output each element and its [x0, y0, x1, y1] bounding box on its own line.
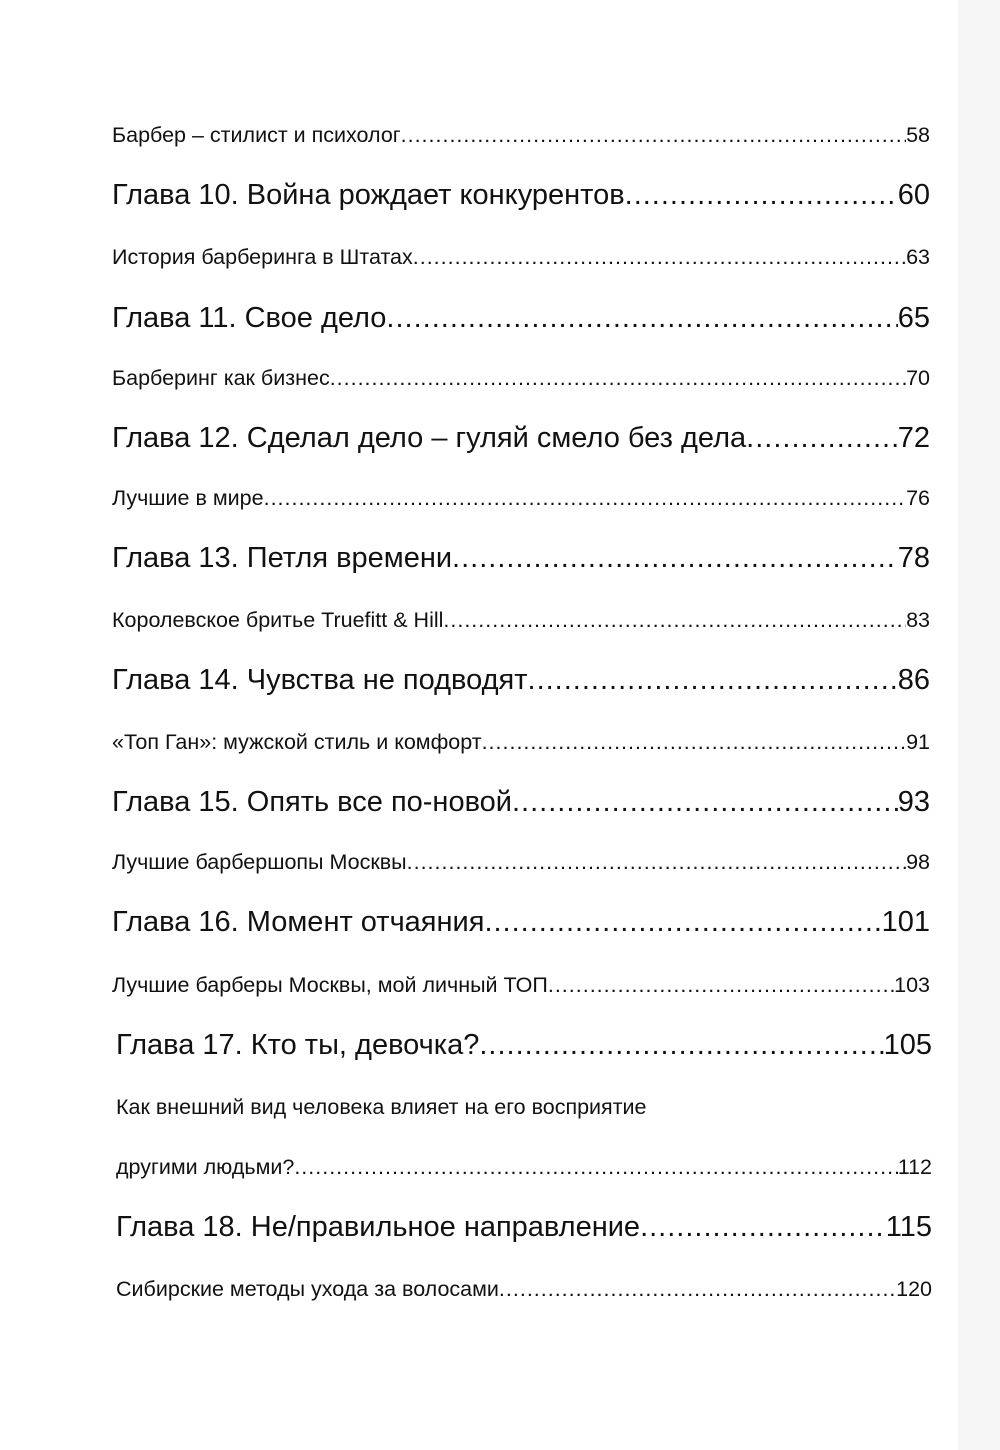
dot-leader	[407, 850, 906, 875]
entry-title: «Топ Ган»: мужской стиль и комфорт	[112, 729, 482, 754]
dot-leader	[512, 786, 898, 819]
dot-leader	[294, 1155, 897, 1180]
entry-page-number: 63	[906, 244, 930, 269]
entry-title: Глава 11. Свое дело	[112, 301, 387, 334]
dot-leader	[484, 906, 881, 939]
entry-page-number: 115	[885, 1210, 932, 1243]
entry-page-number: 93	[897, 785, 930, 818]
dot-leader	[640, 1211, 886, 1244]
entry-page-number: 78	[897, 541, 930, 574]
toc-section-entry[interactable]	[112, 115, 930, 155]
dot-leader	[443, 608, 906, 633]
entry-title: Глава 17. Кто ты, девочка?	[116, 1028, 480, 1061]
entry-title: Глава 14. Чувства не подводят	[112, 663, 528, 696]
entry-title: Лучшие барбершопы Москвы	[112, 849, 407, 874]
toc-section-entry[interactable]	[112, 600, 930, 640]
entry-page-number: 105	[883, 1028, 932, 1061]
entry-title: Лучшие в мире	[112, 485, 264, 510]
entry-title: Глава 18. Не/правильное направление	[116, 1210, 641, 1243]
dot-leader	[548, 973, 894, 998]
toc-chapter-entry[interactable]	[112, 538, 930, 578]
entry-title: Барбер – стилист и психолог	[112, 122, 401, 147]
toc-section-entry[interactable]	[112, 965, 930, 1005]
entry-title: Глава 15. Опять все по-новой	[112, 785, 512, 818]
toc-chapter-entry[interactable]	[116, 1207, 932, 1247]
dot-leader	[386, 302, 897, 335]
toc-chapter-entry[interactable]	[112, 298, 930, 338]
entry-title: Глава 12. Сделал дело – гуляй смело без дела	[112, 421, 747, 454]
entry-title: Королевское бритье Truefitt & Hill	[112, 607, 444, 632]
entry-page-number: 103	[894, 972, 930, 997]
toc-section-entry[interactable]	[116, 1147, 932, 1187]
entry-title: Глава 13. Петля времени	[112, 541, 453, 574]
dot-leader	[625, 179, 898, 212]
entry-page-number: 112	[897, 1154, 932, 1179]
dot-leader	[528, 664, 898, 697]
dot-leader	[499, 1277, 896, 1302]
entry-page-number: 76	[906, 485, 930, 510]
entry-title: другими людьми?	[116, 1154, 295, 1179]
entry-page-number: 70	[906, 365, 930, 390]
entry-title: Глава 16. Момент отчаяния	[112, 905, 485, 938]
entry-page-number: 91	[906, 729, 930, 754]
entry-title: Барберинг как бизнес	[112, 365, 330, 390]
toc-section-entry[interactable]	[112, 842, 930, 882]
entry-page-number: 101	[881, 905, 930, 938]
toc-chapter-entry[interactable]	[112, 175, 930, 215]
toc-section-entry[interactable]	[112, 722, 930, 762]
toc-chapter-entry[interactable]	[112, 418, 930, 458]
dot-leader	[746, 422, 898, 455]
entry-page-number: 58	[906, 122, 930, 147]
toc-chapter-entry[interactable]	[116, 1025, 932, 1065]
toc-chapter-entry[interactable]	[112, 782, 930, 822]
toc-section-entry[interactable]	[116, 1269, 932, 1309]
entry-page-number: 65	[897, 301, 930, 334]
entry-page-number: 60	[897, 178, 930, 211]
toc-section-entry[interactable]	[112, 478, 930, 518]
dot-leader	[413, 245, 906, 270]
entry-title: Сибирские методы ухода за волосами	[116, 1276, 499, 1301]
entry-page-number: 72	[897, 421, 930, 454]
entry-page-number: 86	[897, 663, 930, 696]
dot-leader	[482, 730, 907, 755]
toc-chapter-entry[interactable]	[112, 902, 930, 942]
entry-page-number: 98	[906, 849, 930, 874]
toc-section-entry[interactable]	[112, 237, 930, 277]
entry-title: Глава 10. Война рождает конкурентов	[112, 178, 625, 211]
entry-title: Лучшие барберы Москвы, мой личный ТОП	[112, 972, 548, 997]
page-edge-shadow	[958, 0, 1000, 1450]
entry-page-number: 120	[896, 1276, 932, 1301]
dot-leader	[452, 542, 898, 575]
dot-leader	[479, 1029, 883, 1062]
dot-leader	[401, 123, 906, 148]
entry-page-number: 83	[906, 607, 930, 632]
dot-leader	[330, 366, 906, 391]
dot-leader	[264, 486, 906, 511]
toc-chapter-entry[interactable]	[112, 660, 930, 700]
entry-title: История барберинга в Штатах	[112, 244, 413, 269]
toc-section-entry[interactable]	[112, 358, 930, 398]
toc-section-entry-line1[interactable]: Как внешний вид человека влияет на его восприятие	[116, 1094, 647, 1119]
